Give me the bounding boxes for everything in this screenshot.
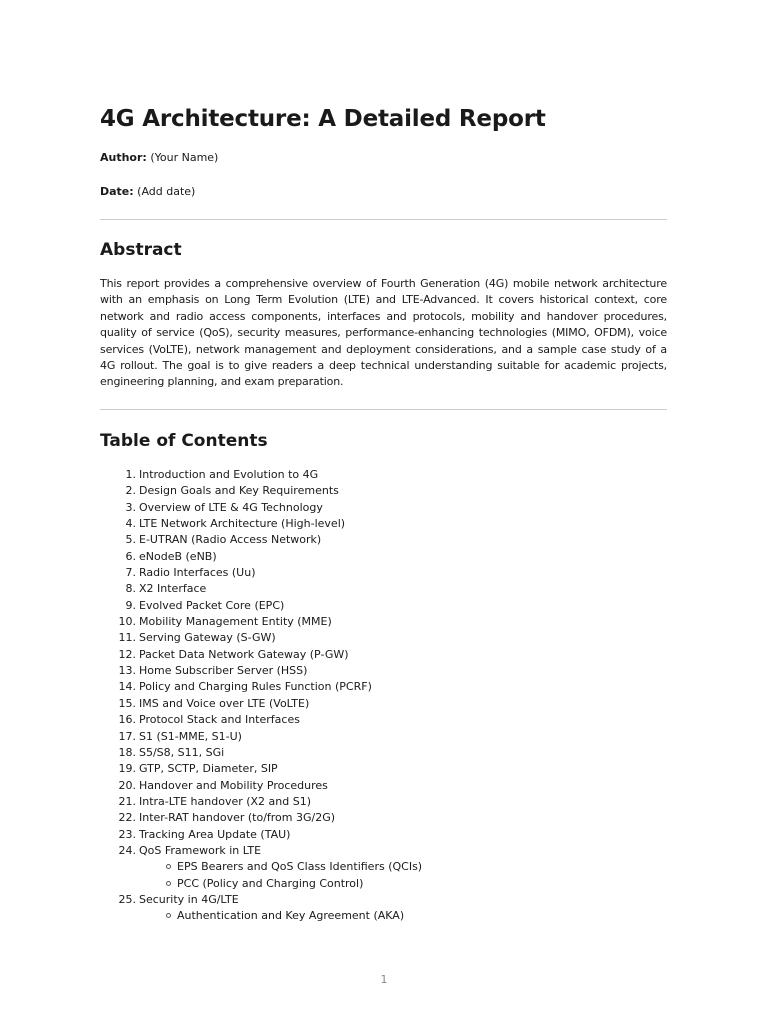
toc-item-label: Intra-LTE handover (X2 and S1) — [139, 794, 312, 808]
toc-subitem — [100, 859, 667, 875]
abstract-text: This report provides a comprehensive overview of Fourth Generation (4G) mobile network architecture with an emphasis on Long Term Evolution (LTE) and LTE-Advanced. It covers historical context, core network and radio access components, interfaces and protocols, mobility and handover procedures, quality of service (QoS), security measures, performance-enhancing technologies (MIMO, OFDM), voice services (VoLTE), network management and deployment considerations, and a sample case study of a 4G rollout. The goal is to give readers a deep technical understanding suitable for academic projects, engineering planning, and exam preparation. — [100, 277, 667, 389]
toc-item-label: GTP, SCTP, Diameter, SIP — [139, 762, 278, 776]
toc-item-label: Security in 4G/LTE — [139, 892, 239, 906]
toc-item-number: 9. — [125, 598, 136, 612]
toc-item-label: eNodeB (eNB) — [139, 549, 217, 563]
toc-item-label: Overview of LTE & 4G Technology — [139, 500, 323, 514]
abstract-heading: Abstract — [100, 240, 182, 260]
toc-item-number: 5. — [125, 533, 136, 547]
toc-item-label: Protocol Stack and Interfaces — [139, 713, 300, 727]
toc-item — [100, 663, 667, 679]
toc-item-label: QoS Framework in LTE — [139, 843, 262, 857]
document-title: 4G Architecture: A Detailed Report — [100, 106, 546, 132]
date-label: Date: — [100, 185, 134, 198]
toc-item — [100, 483, 667, 499]
date-value: (Add date) — [137, 185, 196, 198]
toc-item — [100, 565, 667, 581]
toc-item-number: 15. — [118, 696, 136, 710]
toc-item — [100, 647, 667, 663]
author-line — [100, 150, 218, 166]
toc-item — [100, 810, 667, 826]
toc-item-number: 11. — [118, 631, 136, 645]
toc-item-number: 25. — [118, 892, 136, 906]
toc-item-label: E-UTRAN (Radio Access Network) — [139, 533, 322, 547]
toc-heading: Table of Contents — [100, 431, 268, 451]
toc-subitem — [100, 876, 667, 892]
toc-item — [100, 630, 667, 646]
date-line — [100, 184, 195, 200]
toc-item — [100, 467, 667, 483]
toc-item-label: Evolved Packet Core (EPC) — [139, 598, 285, 612]
toc-item — [100, 614, 667, 630]
toc-item — [100, 532, 667, 548]
toc-item — [100, 679, 667, 695]
toc-item-label: X2 Interface — [139, 582, 207, 596]
toc-item-label: Serving Gateway (S-GW) — [139, 631, 276, 645]
toc-item — [100, 827, 667, 843]
toc-item-label: Radio Interfaces (Uu) — [139, 566, 256, 580]
toc-item — [100, 581, 667, 597]
table-of-contents — [100, 467, 667, 925]
toc-item-number: 8. — [125, 582, 136, 596]
toc-item-number: 24. — [118, 843, 136, 857]
document-page — [100, 0, 667, 1024]
toc-subitem-label: Authentication and Key Agreement (AKA) — [177, 909, 405, 923]
toc-item-number: 23. — [118, 827, 136, 841]
toc-item-number: 4. — [125, 517, 136, 531]
toc-item-number: 2. — [125, 484, 136, 498]
toc-item — [100, 598, 667, 614]
toc-item-label: Mobility Management Entity (MME) — [139, 615, 332, 629]
toc-item-number: 7. — [125, 566, 136, 580]
toc-item-label: Handover and Mobility Procedures — [139, 778, 328, 792]
toc-item — [100, 549, 667, 565]
toc-item — [100, 729, 667, 745]
toc-sublist — [100, 908, 667, 924]
toc-item — [100, 778, 667, 794]
toc-item-label: IMS and Voice over LTE (VoLTE) — [139, 696, 310, 710]
toc-item-label: Design Goals and Key Requirements — [139, 484, 339, 498]
toc-item — [100, 794, 667, 810]
toc-item-number: 14. — [118, 680, 136, 694]
toc-item — [100, 745, 667, 761]
toc-item — [100, 696, 667, 712]
toc-sublist — [100, 859, 667, 892]
toc-item-number: 18. — [118, 745, 136, 759]
divider — [100, 219, 667, 220]
toc-item-number: 13. — [118, 664, 136, 678]
toc-item-label: Introduction and Evolution to 4G — [139, 468, 319, 481]
toc-item-label: Packet Data Network Gateway (P-GW) — [139, 647, 349, 661]
toc-item-number: 19. — [118, 762, 136, 776]
toc-item-label: Inter-RAT handover (to/from 3G/2G) — [139, 811, 336, 825]
toc-item — [100, 761, 667, 777]
divider — [100, 409, 667, 410]
toc-item-label: Home Subscriber Server (HSS) — [139, 664, 308, 678]
toc-item-number: 22. — [118, 811, 136, 825]
toc-item-label: S1 (S1-MME, S1-U) — [139, 729, 242, 743]
toc-item-number: 10. — [118, 615, 136, 629]
toc-subitem-label: EPS Bearers and QoS Class Identifiers (QCIs) — [177, 860, 423, 874]
toc-item-label: LTE Network Architecture (High-level) — [139, 517, 346, 531]
toc-item — [100, 892, 667, 925]
toc-item-number: 1. — [125, 468, 136, 481]
page-number: 1 — [380, 973, 388, 986]
hollow-bullet-icon — [166, 864, 171, 869]
toc-item — [100, 500, 667, 516]
toc-item-label: Policy and Charging Rules Function (PCRF) — [139, 680, 372, 694]
toc-subitem — [100, 908, 667, 924]
toc-item-number: 17. — [118, 729, 136, 743]
toc-item-number: 12. — [118, 647, 136, 661]
toc-item-number: 3. — [125, 500, 136, 514]
toc-item — [100, 516, 667, 532]
toc-item — [100, 843, 667, 892]
hollow-bullet-icon — [166, 913, 171, 918]
toc-item-label: S5/S8, S11, SGi — [139, 745, 225, 759]
author-value: (Your Name) — [150, 151, 219, 164]
toc-item-number: 6. — [125, 549, 136, 563]
toc-item-number: 16. — [118, 713, 136, 727]
author-label: Author: — [100, 151, 147, 164]
toc-item-number: 20. — [118, 778, 136, 792]
toc-item-label: Tracking Area Update (TAU) — [139, 827, 291, 841]
toc-item-number: 21. — [118, 794, 136, 808]
toc-subitem-label: PCC (Policy and Charging Control) — [177, 876, 364, 890]
hollow-bullet-icon — [166, 881, 171, 886]
toc-item — [100, 712, 667, 728]
